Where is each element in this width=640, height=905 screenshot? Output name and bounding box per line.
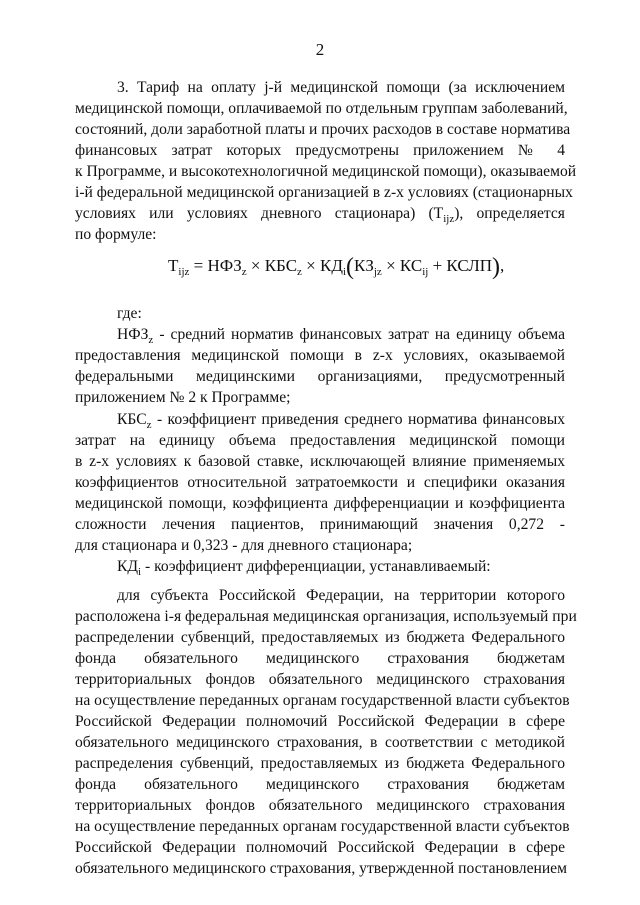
page-number: 2 xyxy=(315,40,325,59)
text-line: по формуле: xyxy=(75,226,157,243)
text-line: фонда обязательного медицинского страхования бюджетам xyxy=(75,776,565,793)
text-line: федеральными медицинскими организациями, предусмотренный xyxy=(75,368,565,385)
definition-kbs: $КБС_z$ - коэффициент приведения среднего норматива финансовых xyxy=(117,411,565,431)
tariff-formula: $T_{ijz} = НФЗ_z \times КБС_z \times КД_i(КЗ_{jz} \times КС_{ij}$ + КСЛП), xyxy=(168,254,505,280)
text-line: i-й федеральной медицинской организацией в z-х условиях (стационарных xyxy=(75,184,573,201)
text-line: для субъекта Российской Федерации, на территории которого xyxy=(117,587,565,604)
text-line: территориальных фондов обязательного медицинского страхования xyxy=(75,797,565,814)
text-line: медицинской помощи, коэффициента дифференциации и коэффициента xyxy=(75,495,565,512)
text-line: приложением № 2 к Программе; xyxy=(75,389,291,406)
text-line: фонда обязательного медицинского страхования бюджетам xyxy=(75,650,565,667)
text-line: расположена i-я федеральная медицинская организация, используемый при xyxy=(75,608,577,625)
text-line: распределения субвенций, предоставляемых из бюджета Федерального xyxy=(75,755,565,772)
text-line: к Программе, и высокотехнологичной медицинской помощи), оказываемой xyxy=(75,163,577,180)
definition-nfz: $НФЗ_z$ - средний норматив финансовых затрат на единицу объема xyxy=(117,326,565,346)
text-line: сложности лечения пациентов, принимающий значения 0,272 - xyxy=(75,516,565,533)
text-line: 3. Тариф на оплату j-й медицинской помощи (за исключением xyxy=(117,79,565,96)
text-line: распределении субвенций, предоставляемых из бюджета Федерального xyxy=(75,629,565,646)
text-line: медицинской помощи, оплачиваемой по отдельным группам заболеваний, xyxy=(75,100,568,117)
text-line: территориальных фондов обязательного медицинского страхования xyxy=(75,671,565,688)
text-line: на осуществление переданных органам государственной власти субъектов xyxy=(75,818,570,835)
text-segment: ), определяется xyxy=(454,205,565,222)
text-line: затрат на единицу объема предоставления медицинской помощи xyxy=(75,432,565,449)
text-line: обязательного медицинского страхования, утвержденной постановлением xyxy=(75,860,567,877)
text-segment: условиях или условиях дневного стационара) ( xyxy=(75,205,434,222)
text-line: Российской Федерации полномочий Российской Федерации в сфере xyxy=(75,839,565,856)
text-line: обязательного медицинского страхования, в соответствии с методикой xyxy=(75,734,565,751)
text-line: Российской Федерации полномочий Российской Федерации в сфере xyxy=(75,713,565,730)
text-line: для стационара и 0,323 - для дневного стационара; xyxy=(75,537,413,554)
where-label: где: xyxy=(117,305,142,322)
text-line: состояний, доли заработной платы и прочих расходов в составе норматива xyxy=(75,121,571,138)
text-line: на осуществление переданных органам государственной власти субъектов xyxy=(75,692,570,709)
definition-kd: $КД_i$ - коэффициент дифференциации, устанавливаемый: xyxy=(117,558,491,578)
text-line: в z-х условиях к базовой ставке, исключающей влияние применяемых xyxy=(75,453,565,470)
text-line: коэффициентов относительной затратоемкости и специфики оказания xyxy=(75,474,565,491)
text-line: предоставления медицинской помощи в z-х условиях, оказываемой xyxy=(75,347,565,364)
symbol-t-ijz: $T_{ijz}$ xyxy=(433,205,455,225)
text-line: финансовых затрат которых предусмотрены приложением № 4 xyxy=(75,142,565,159)
